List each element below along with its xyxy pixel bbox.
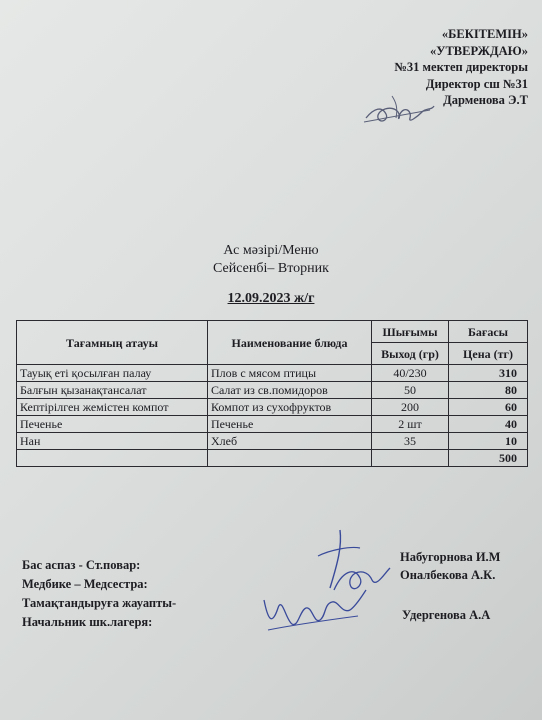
director-signature-icon (362, 88, 436, 134)
total-empty-1 (17, 450, 208, 467)
dish-yield: 200 (372, 399, 449, 416)
dish-kz: Балғын қызанақтансалат (17, 382, 208, 399)
role-nurse: Медбике – Медсестра: (22, 577, 148, 591)
menu-table (16, 320, 528, 467)
total-empty-3 (372, 450, 449, 467)
dish-yield: 35 (372, 433, 449, 450)
table-row (17, 399, 528, 416)
header-kz-name: Тағамның атауы (17, 321, 208, 365)
dish-kz: Печенье (17, 416, 208, 433)
staff-names (400, 548, 540, 624)
header-price-kz: Бағасы (449, 321, 528, 343)
header-yield-ru: Выход (гр) (372, 343, 449, 365)
header-ru-name: Наименование блюда (208, 321, 372, 365)
name-camp-head: Удергенова А.А (402, 608, 491, 622)
approval-line-5: Дарменова Э.Т (443, 93, 528, 107)
table-row (17, 433, 528, 450)
menu-title-line-2: Сейсенбі– Вторник (213, 261, 329, 276)
approval-line-1: «БЕКІТЕМІН» (441, 27, 528, 41)
dish-yield: 50 (372, 382, 449, 399)
dish-price: 80 (449, 382, 528, 399)
approval-line-2: «УТВЕРЖДАЮ» (430, 43, 528, 58)
approval-line-4: Директор сш №31 (425, 76, 528, 91)
role-responsible: Тамақтандыруға жауапты- (22, 596, 177, 610)
role-head-cook: Бас аспаз - Ст.повар: (22, 558, 141, 572)
dish-ru: Компот из сухофруктов (208, 399, 372, 416)
table-row (17, 416, 528, 433)
dish-price: 10 (449, 433, 528, 450)
dish-kz: Кептірілген жемістен компот (17, 399, 208, 416)
dish-yield: 40/230 (372, 365, 449, 382)
name-head-cook: Набугорнова И.М (400, 550, 501, 564)
menu-title-line-1: Ас мәзірі/Меню (223, 243, 319, 258)
menu-date: 12.09.2023 ж/г (227, 291, 315, 306)
dish-ru: Плов с мясом птицы (208, 365, 372, 382)
dish-yield: 2 шт (372, 416, 449, 433)
dish-price: 310 (449, 365, 528, 382)
dish-kz: Тауық еті қосылған палау (17, 365, 208, 382)
signature-icon (258, 580, 368, 640)
approval-line-3: №31 мектеп директоры (394, 60, 528, 74)
table-row (17, 382, 528, 399)
header-price-ru: Цена (тг) (449, 343, 528, 365)
staff-roles (22, 556, 252, 632)
dish-ru: Салат из св.помидоров (208, 382, 372, 399)
menu-title (0, 242, 542, 308)
dish-ru: Хлеб (208, 433, 372, 450)
total-empty-2 (208, 450, 372, 467)
header-yield-kz: Шығымы (372, 321, 449, 343)
table-row (17, 365, 528, 382)
role-camp-head: Начальник шк.лагеря: (22, 615, 153, 629)
name-nurse: Оналбекова А.К. (400, 568, 496, 582)
dish-price: 60 (449, 399, 528, 416)
total-price: 500 (449, 450, 528, 467)
dish-ru: Печенье (208, 416, 372, 433)
dish-price: 40 (449, 416, 528, 433)
table-total-row (17, 450, 528, 467)
dish-kz: Нан (17, 433, 208, 450)
table-header-row (17, 321, 528, 343)
